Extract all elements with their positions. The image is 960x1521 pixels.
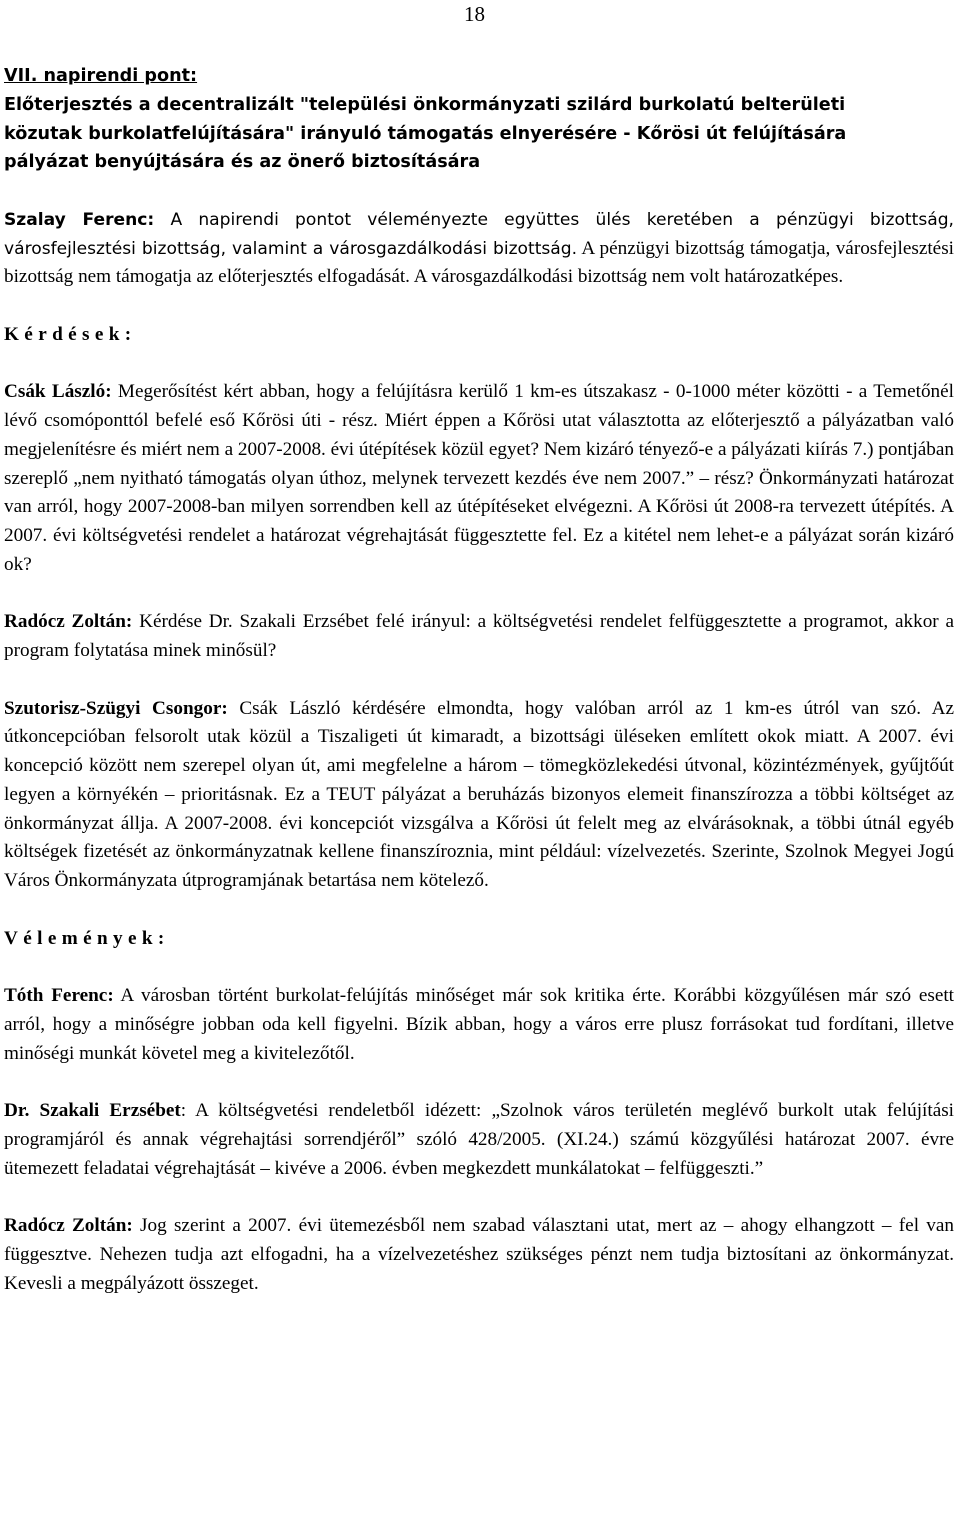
opinion-paragraph — [4, 1097, 954, 1183]
spacer — [4, 1183, 954, 1212]
intro-paragraph — [4, 206, 954, 292]
document-body — [4, 62, 954, 1298]
agenda-title-line-1: Előterjesztés a decentralizált "települési önkormányzati szilárd burkolatú belterületi — [4, 94, 846, 115]
intro-speaker: Szalay Ferenc: — [4, 209, 155, 230]
question-text: Csák László kérdésére elmondta, hogy valóban arról az 1 km-es útról van szó. Az útkoncepcióban felsorolt utak közül a Tiszaligeti út kimaradt, a bizottsági üléseken említett okok miatt. A 2007. évi koncepció között nem szerepel olyan út, ami megfelelne a három – tömegközlekedési útvonal, közintézmények, gyűjtőút legyen a környékén – prioritásnak. Ez a TEUT pályázat a beruházás bizonyos elemeit finanszírozza a többi költséget az önkormányzat állja. A 2007-2008. évi koncepciót vizsgálva a Kőrösi út felelt meg az elvárásoknak, a többi útnál egyéb költségek fizetését az önkormányzatnak kellene finanszíroznia, mint például: vízelvezetés. Szerinte, Szolnok Megyei Jogú Város Önkormányzata útprogramjának betartása nem kötelező. — [4, 697, 954, 891]
question-paragraph — [4, 378, 954, 579]
agenda-label: VII. napirendi pont: — [4, 66, 198, 86]
spacer — [4, 350, 954, 379]
agenda-title-line-2: közutak burkolatfelújítására" irányuló támogatás elnyerésére - Kőrösi út felújítására — [4, 123, 847, 144]
spacer — [4, 177, 954, 206]
opinion-text: Jog szerint a 2007. évi ütemezésből nem szabad választani utat, mert az – ahogy elhangzott – fel van függesztve. Nehezen tudja azt elfogadni, ha a vízelvezetéshez szükséges pénzt nem tudja biztosítani az önkormányzat. Kevesli a megpályázott összeget. — [4, 1215, 954, 1294]
spacer — [4, 666, 954, 695]
opinion-speaker: Tóth Ferenc: — [4, 985, 114, 1006]
opinion-paragraph — [4, 1212, 954, 1298]
question-speaker: Szutorisz-Szügyi Csongor: — [4, 697, 228, 719]
question-text: Kérdése Dr. Szakali Erzsébet felé irányul: a költségvetési rendelet felfüggesztette a programot, akkor a program folytatása minek minősül? — [4, 611, 954, 661]
question-speaker: Radócz Zoltán: — [4, 611, 133, 633]
question-speaker: Csák László: — [4, 381, 112, 403]
spacer — [4, 292, 954, 321]
questions-heading: Kérdések: — [4, 323, 137, 345]
opinions-heading: Vélemények: — [4, 927, 170, 949]
spacer — [4, 953, 954, 982]
agenda-title-line-3: pályázat benyújtására és az önerő biztosítására — [4, 152, 481, 173]
page-number: 18 — [464, 2, 485, 26]
question-text: Megerősítést kért abban, hogy a felújításra kerülő 1 km-es útszakasz - 0-1000 méter közötti - a Temetőnél lévő csomóponttól befelé eső Kőrösi úti - rész. Miért éppen a Kőrösi utat választotta az előterjesztő a pályázatban való megjelenítésre és miért nem a 2007-2008. évi útépítések közül egyet? Nem kizáró tényező-e a pályázati kiírás 7.) pontjában szereplő „nem nyitható támogatás olyan úthoz, melynek tervezett kezdés éve nem 2007.” – rész? Önkormányzati határozat van arról, hogy 2007-2008-ban milyen sorrendben kell az útépítéseket elvégezni. A Kőrösi út 2008-ra tervezett útépítés. A 2007. évi költségvetési rendelet a határozat végrehajtását függesztette fel. Ez a kitétel nem lehet-e a pályázat során kizáró ok? — [4, 381, 954, 575]
question-paragraph — [4, 608, 954, 666]
spacer — [4, 580, 954, 609]
opinion-speaker: Radócz Zoltán: — [4, 1215, 133, 1236]
agenda-heading — [4, 62, 954, 177]
intro-text-continued: A pénzügyi bizottság támogatja, városfejlesztési bizottság nem támogatja az előterjesztés elfogadását. A városgazdálkodási bizottság nem volt határozatképes. — [4, 237, 954, 288]
opinion-speaker: Dr. Szakali Erzsébet — [4, 1100, 181, 1121]
question-paragraph — [4, 695, 954, 896]
spacer — [4, 896, 954, 925]
spacer — [4, 1068, 954, 1097]
intro-text: A napirendi pontot véleményezte együttes ülés keretében a pénzügyi bizottság, városfejlesztési bizottság, valamint a városgazdálkodási bizottság. — [4, 209, 954, 259]
opinion-text: A városban történt burkolat-felújítás minőséget már sok kritika érte. Korábbi közgyűlésen már szó esett arról, hogy a minőségre jobban oda kell figyelni. Bízik abban, hogy a város erre plusz forrásokat tud fordítani, illetve minőségi munkát követel meg a kivitelezőtől. — [4, 985, 954, 1064]
opinion-text: : A költségvetési rendeletből idézett: „Szolnok város területén meglévő burkolt utak felújítási programjáról és annak végrehajtási sorrendjéről” szóló 428/2005. (XI.24.) számú közgyűlési határozat 2007. évre ütemezett feladatai végrehajtását – kivéve a 2006. évben megkezdett munkálatokat – felfüggeszti.” — [4, 1100, 955, 1179]
opinion-paragraph — [4, 982, 954, 1068]
